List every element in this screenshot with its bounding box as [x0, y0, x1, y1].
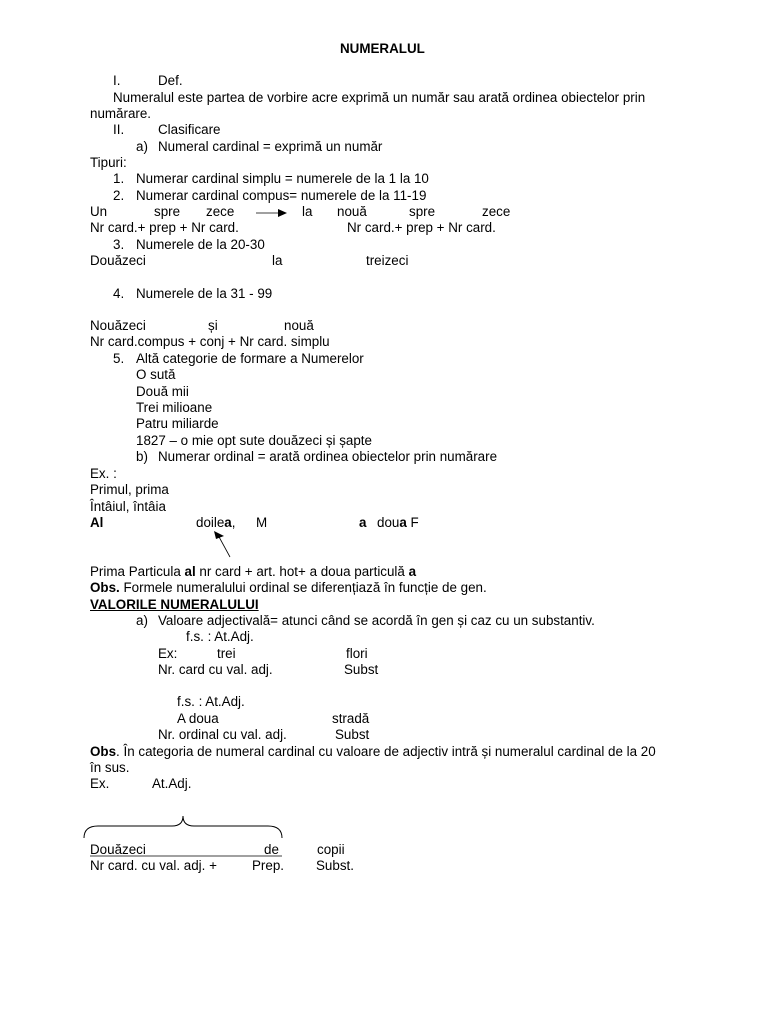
- list-item: Trei milioane: [136, 400, 213, 415]
- example-analysis: Nr card. cu val. adj. +: [90, 858, 217, 873]
- example-analysis: Nr. card cu val. adj.: [158, 662, 273, 677]
- list-marker: a): [136, 139, 148, 154]
- example-word: Al: [90, 515, 104, 530]
- example-label: Ex:: [158, 646, 178, 661]
- section-number: I.: [113, 73, 121, 88]
- example-word: copii: [317, 842, 345, 857]
- arrow-right-icon: [256, 209, 287, 217]
- list-item: Numerar cardinal compus= numerele de la 11-19: [136, 188, 427, 203]
- observation: Obs. În categoria de numeral cardinal cu valoare de adjectiv intră și numeralul cardinal de la 20: [90, 744, 656, 759]
- observation: Obs. Formele numeralului ordinal se diferențiază în funcție de gen.: [90, 580, 487, 595]
- list-marker: a): [136, 613, 148, 628]
- section-heading: Def.: [158, 73, 183, 88]
- section-heading: Clasificare: [158, 122, 221, 137]
- rule-line: Prima Particula al nr card + art. hot+ a doua particulă a: [90, 564, 417, 579]
- example-line: Primul, prima: [90, 482, 169, 497]
- example-word: spre: [154, 204, 181, 219]
- example-word: Un: [90, 204, 108, 219]
- list-item: Patru miliarde: [136, 416, 219, 431]
- example-word: trei: [217, 646, 236, 661]
- example-word: nouă: [337, 204, 367, 219]
- example-word: zece: [206, 204, 235, 219]
- example-analysis: Nr card.compus + conj + Nr card. simplu: [90, 334, 330, 349]
- list-marker: 5.: [113, 351, 125, 366]
- list-marker: b): [136, 449, 148, 464]
- example-word: flori: [346, 646, 368, 661]
- example-word: spre: [409, 204, 436, 219]
- example-analysis: Subst: [335, 727, 370, 742]
- list-item: Numerele de la 20-30: [136, 237, 265, 252]
- list-marker: 4.: [113, 286, 125, 301]
- example-analysis: Nr. ordinal cu val. adj.: [158, 727, 287, 742]
- list-marker: 3.: [113, 237, 125, 252]
- syntactic-function: At.Adj.: [152, 776, 192, 791]
- list-item: 1827 – o mie opt sute douăzeci și șapte: [136, 433, 372, 448]
- example-word: Nouăzeci: [90, 318, 146, 333]
- section-heading: VALORILE NUMERALULUI: [90, 597, 259, 612]
- list-marker: 2.: [113, 188, 125, 203]
- example-word: Douăzeci: [90, 253, 146, 268]
- example-word: Douăzeci: [90, 842, 146, 857]
- example-word: la: [272, 253, 283, 268]
- example-word: la: [302, 204, 313, 219]
- example-word: treizeci: [366, 253, 409, 268]
- example-analysis: Nr card.+ prep + Nr card.: [90, 220, 239, 235]
- example-word: stradă: [332, 711, 370, 726]
- syntactic-function: f.s. : At.Adj.: [186, 629, 254, 644]
- observation-cont: în sus.: [90, 760, 130, 775]
- example-word: nouă: [284, 318, 314, 333]
- definition-text: Numeralul este partea de vorbire acre exprimă un număr sau arată ordinea obiectelor prin: [113, 90, 646, 105]
- example-label: Ex. :: [90, 466, 117, 481]
- section-number: II.: [113, 122, 125, 137]
- list-item: Altă categorie de formare a Numerelor: [136, 351, 364, 366]
- example-word: doua F: [377, 515, 419, 530]
- arrow-up-icon: [214, 531, 230, 557]
- list-item: Numerele de la 31 - 99: [136, 286, 273, 301]
- list-item: Numerar ordinal = arată ordinea obiectelor prin numărare: [158, 449, 498, 464]
- gender-marker: M: [256, 515, 268, 530]
- list-item: Numerar cardinal simplu = numerele de la 1 la 10: [136, 171, 429, 186]
- list-marker: 1.: [113, 171, 125, 186]
- example-word: zece: [482, 204, 511, 219]
- brace-icon: [84, 816, 282, 838]
- example-analysis: Nr card.+ prep + Nr card.: [347, 220, 496, 235]
- definition-text-cont: numărare.: [90, 106, 152, 121]
- example-word: A doua: [177, 711, 219, 726]
- example-line: Întâiul, întâia: [90, 499, 166, 514]
- example-word: și: [208, 318, 218, 333]
- paragraph: Tipuri:: [90, 155, 127, 170]
- list-item: O sută: [136, 367, 176, 382]
- page-title: NUMERALUL: [340, 41, 425, 56]
- example-label: Ex.: [90, 776, 110, 791]
- example-analysis: Prep.: [252, 858, 285, 873]
- example-word: a: [359, 515, 367, 530]
- example-word: doilea,: [196, 515, 236, 530]
- example-analysis: Subst.: [316, 858, 354, 873]
- list-item: Două mii: [136, 384, 189, 399]
- list-item: Numeral cardinal = exprimă un număr: [158, 139, 383, 154]
- example-analysis: Subst: [344, 662, 379, 677]
- list-item: Valoare adjectivală= atunci când se acordă în gen și caz cu un substantiv.: [158, 613, 595, 628]
- example-word: de: [264, 842, 279, 857]
- syntactic-function: f.s. : At.Adj.: [177, 694, 245, 709]
